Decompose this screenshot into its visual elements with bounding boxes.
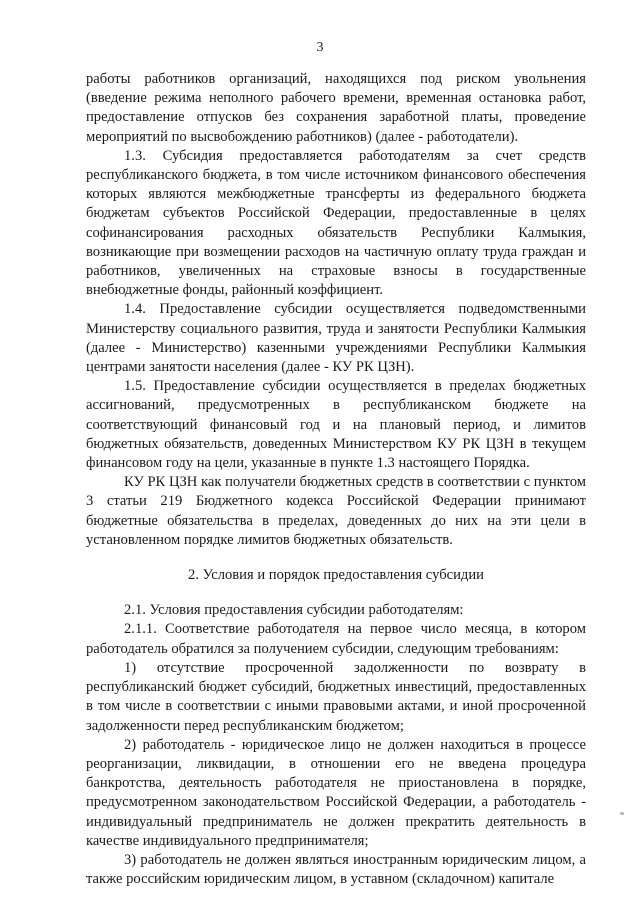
paragraph-1-4: 1.4. Предоставление субсидии осуществляется подведомственными Министерству социального развития, труда и занятости Республики Калмыкия (далее - Министерство) казенными учреждениями Республики Калмыкия центрами занятости населения (далее - КУ РК ЦЗН).	[86, 301, 586, 376]
paragraph-1-3: 1.3. Субсидия предоставляется работодателям за счет средств республиканского бюджета, в том числе источником финансового обеспечения которых являются межбюджетные трансферты из федерального бюджета бюджетам субъектов Российской Федерации, предоставленные в целях софинансирования расходных обязательств Республики Калмыкия, возникающие при возмещении расходов на частичную оплату труда граждан и работников, увеличенных на страховые взносы в государственные внебюджетные фонды, районный коэффициент.	[86, 147, 586, 299]
section-heading: 2. Условия и порядок предоставления субсидии	[188, 567, 484, 584]
scan-speck	[620, 812, 624, 815]
requirement-2: 2) работодатель - юридическое лицо не должен находиться в процессе реорганизации, ликвидации, в отношении его не введена процедура банкротства, деятельность работодателя не приостановлена в порядке, предусмотренном законодательством Российской Федерации, а работодатель - индивидуальный предприниматель не должен прекратить деятельность в качестве индивидуального предпринимателя;	[86, 736, 586, 849]
paragraph-2-1: 2.1. Условия предоставления субсидии работодателям:	[124, 602, 464, 619]
document-body	[86, 70, 586, 889]
paragraph-ku-rk-czn: КУ РК ЦЗН как получатели бюджетных средств в соответствии с пунктом 3 статьи 219 Бюджетного кодекса Российской Федерации принимают бюджетные обязательства в пределах, доведенных до них на эти цели в установленном порядке лимитов бюджетных обязательств.	[86, 474, 586, 548]
paragraph-1-5: 1.5. Предоставление субсидии осуществляется в пределах бюджетных ассигнований, предусмотренных в республиканском бюджете на соответствующий финансовый год и на плановый период, и лимитов бюджетных обязательств, доведенных Министерством КУ РК ЦЗН в текущем финансовом году на цели, указанные в пункте 1.3 настоящего Порядка.	[86, 378, 586, 472]
requirement-1: 1) отсутствие просроченной задолженности по возврату в республиканский бюджет субсидий, бюджетных инвестиций, предоставленных в том числе в соответствии с иными правовыми актами, и иной просроченной задолженности перед республиканским бюджетом;	[86, 659, 586, 734]
paragraph-2-1-1: 2.1.1. Соответствие работодателя на первое число месяца, в котором работодатель обратился за получением субсидии, следующим требованиям:	[86, 621, 586, 657]
paragraph-continuation: работы работников организаций, находящихся под риском увольнения (введение режима неполного рабочего времени, временная остановка работ, предоставление отпусков без сохранения заработной платы, проведение мероприятий по высвобождению работников) (далее - работодатели).	[86, 71, 586, 145]
page-number: 3	[316, 40, 324, 55]
requirement-3: 3) работодатель не должен являться иностранным юридическим лицом, а также российским юридическим лицом, в уставном (складочном) капитале	[86, 851, 586, 888]
